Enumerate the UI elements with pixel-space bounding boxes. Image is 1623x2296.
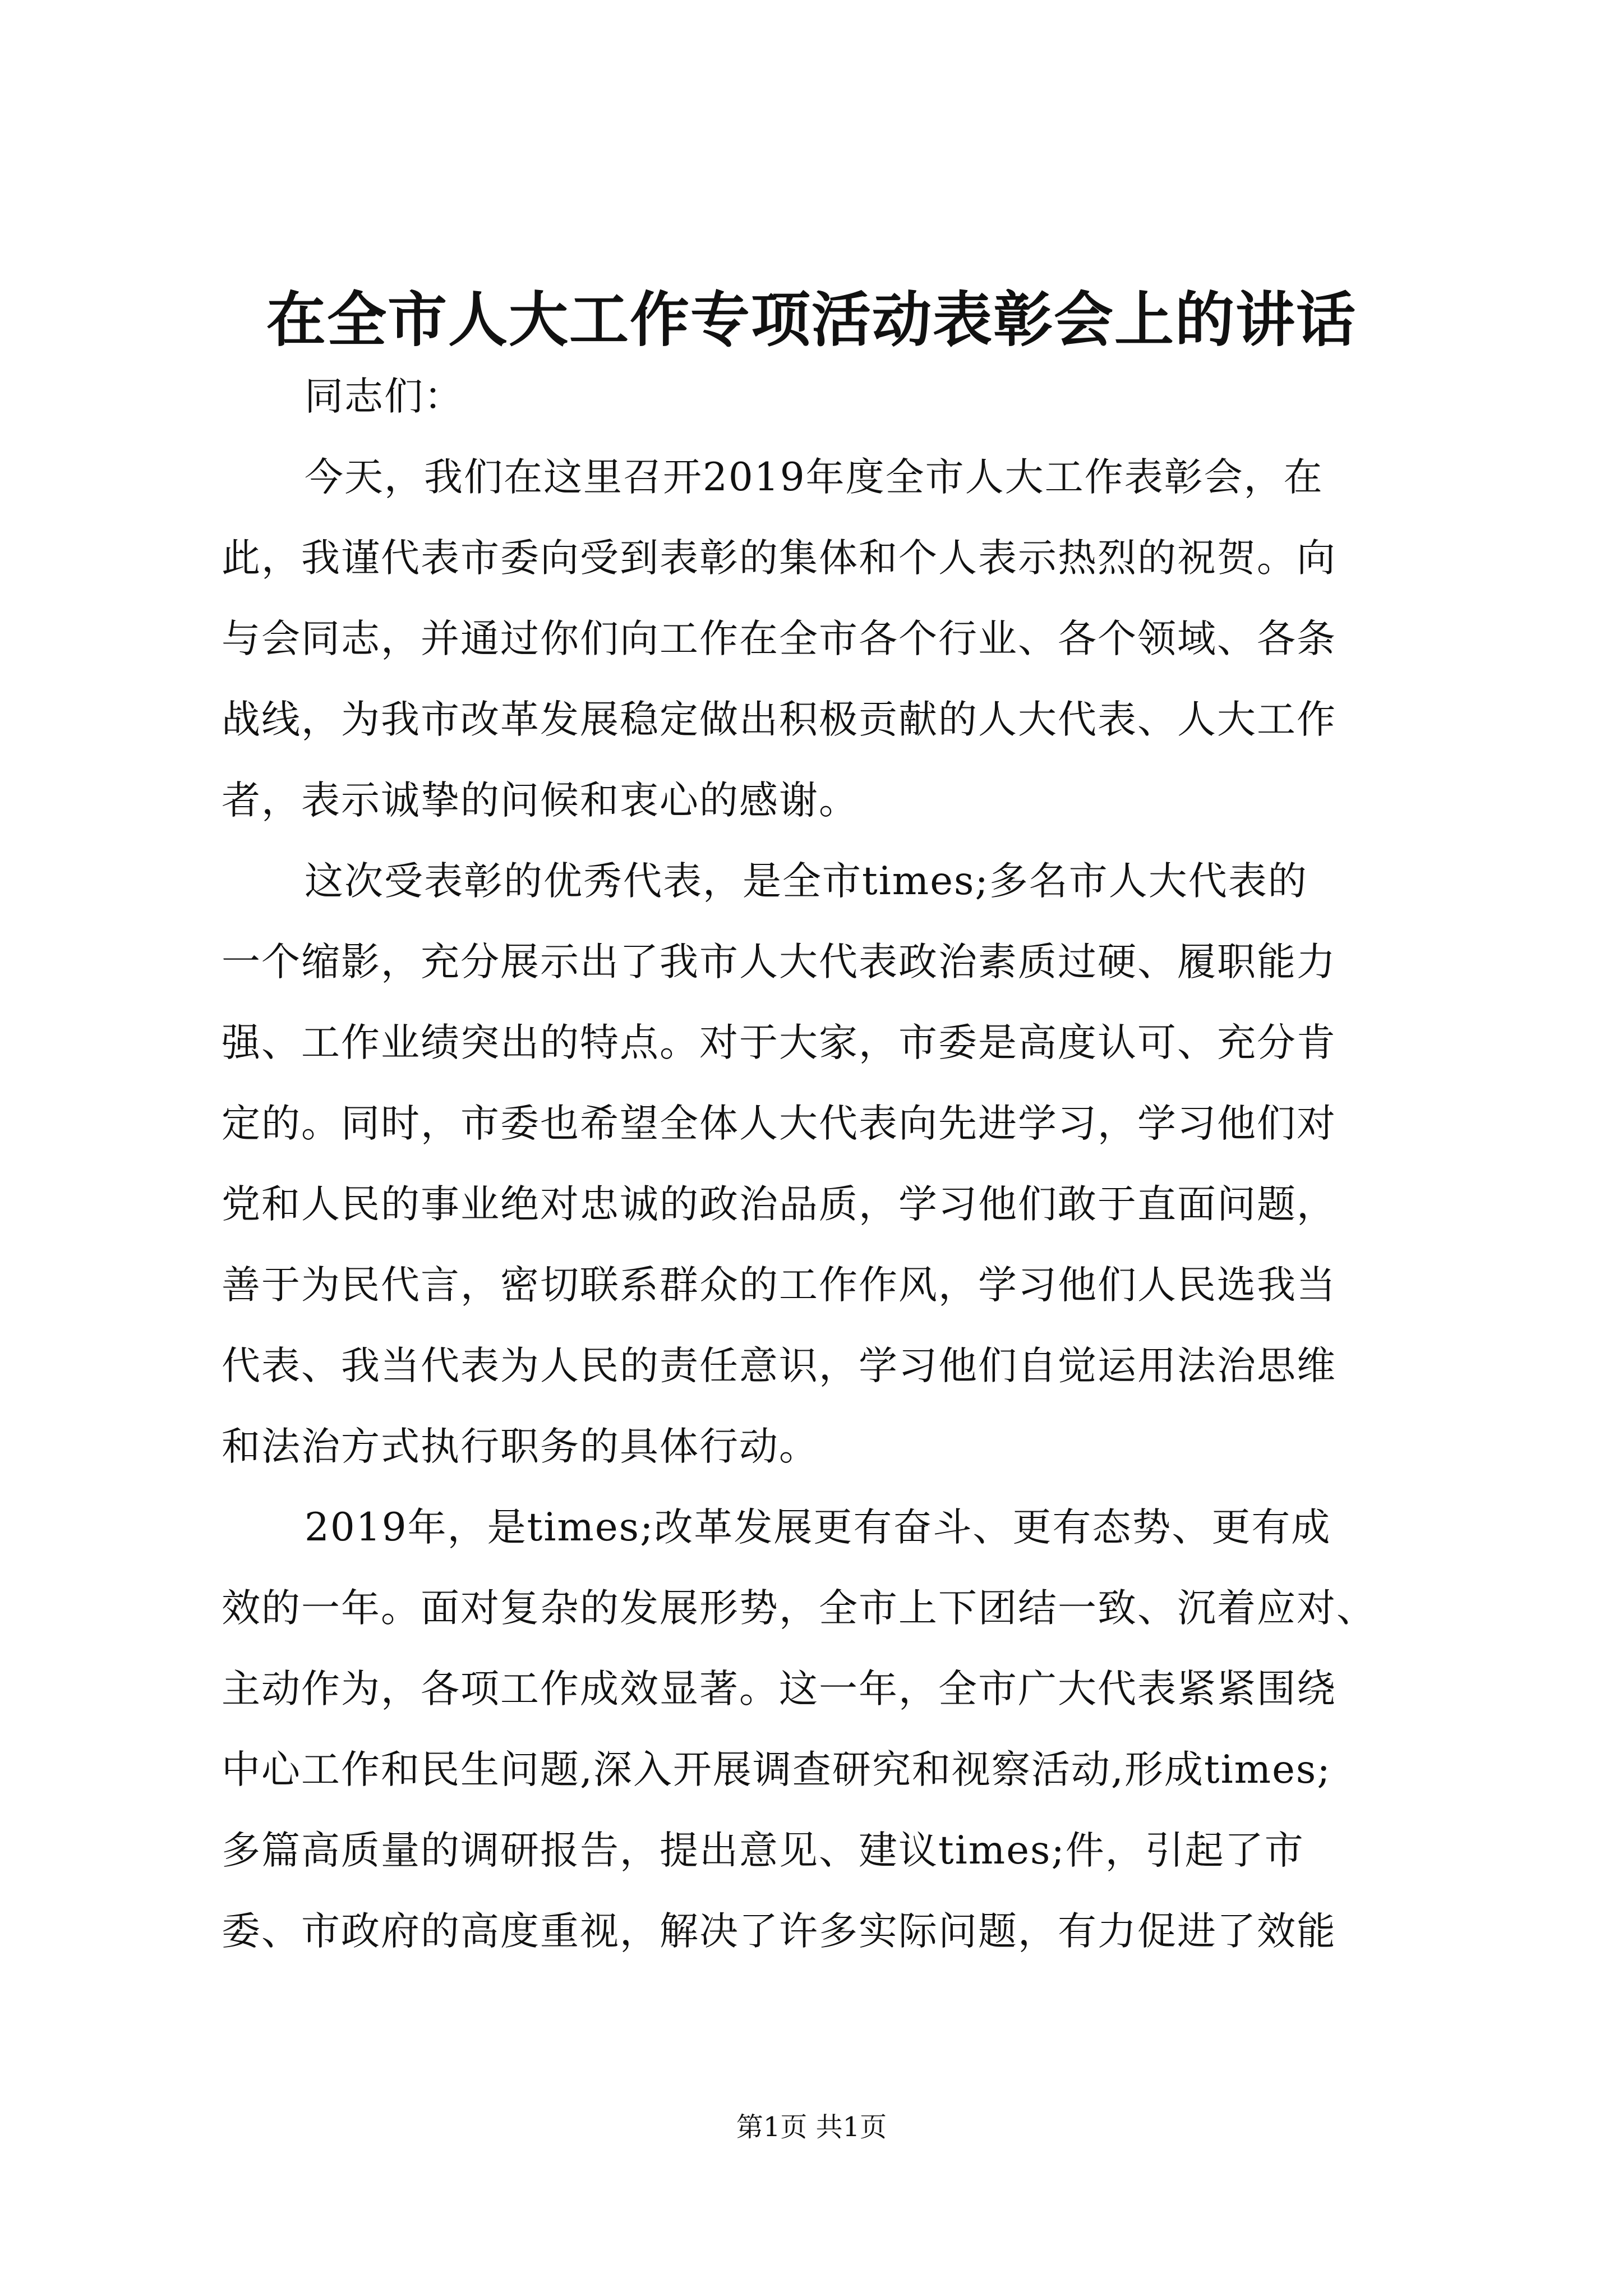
paragraph-3-line-5: 多篇高质量的调研报告，提出意见、建议times;件，引起了市 <box>222 1828 1304 1873</box>
paragraph-1-line-2: 此，我谨代表市委向受到表彰的集体和个人表示热烈的祝贺。向 <box>222 536 1336 581</box>
paragraph-2-line-8: 和法治方式执行职务的具体行动。 <box>222 1424 819 1469</box>
paragraph-2-line-3: 强、工作业绩突出的特点。对于大家，市委是高度认可、充分肯 <box>222 1020 1336 1065</box>
paragraph-1-line-3: 与会同志，并通过你们向工作在全市各个行业、各个领域、各条 <box>222 616 1336 661</box>
paragraph-2-line-4: 定的。同时，市委也希望全体人大代表向先进学习，学习他们对 <box>222 1101 1336 1146</box>
paragraph-3-line-2: 效的一年。面对复杂的发展形势，全市上下团结一致、沉着应对、 <box>222 1586 1376 1631</box>
document-body <box>222 356 1422 1972</box>
paragraph-2-line-5: 党和人民的事业绝对忠诚的政治品质，学习他们敢于直面问题， <box>222 1182 1336 1227</box>
document-title: 在全市人大工作专项活动表彰会上的讲话 <box>266 284 1357 355</box>
paragraph-2-line-6: 善于为民代言，密切联系群众的工作作风，学习他们人民选我当 <box>222 1263 1336 1308</box>
salutation-line: 同志们： <box>305 374 464 419</box>
paragraph-1-line-4: 战线，为我市改革发展稳定做出积极贡献的人大代表、人大工作 <box>222 697 1336 742</box>
paragraph-2-line-2: 一个缩影，充分展示出了我市人大代表政治素质过硬、履职能力 <box>222 940 1336 984</box>
paragraph-2-line-1: 这次受表彰的优秀代表，是全市times;多名市人大代表的 <box>305 859 1308 904</box>
page-number-footer: 第1页 共1页 <box>736 2111 887 2143</box>
paragraph-3-line-1: 2019年，是times;改革发展更有奋斗、更有态势、更有成 <box>305 1505 1331 1550</box>
paragraph-3-line-3: 主动作为，各项工作成效显著。这一年，全市广大代表紧紧围绕 <box>222 1667 1336 1711</box>
paragraph-3-line-6: 委、市政府的高度重视，解决了许多实际问题，有力促进了效能 <box>222 1909 1336 1954</box>
paragraph-1-line-5: 者，表示诚挚的问候和衷心的感谢。 <box>222 778 859 823</box>
paragraph-1-line-1: 今天，我们在这里召开2019年度全市人大工作表彰会，在 <box>305 455 1324 500</box>
paragraph-2-line-7: 代表、我当代表为人民的责任意识，学习他们自觉运用法治思维 <box>222 1343 1336 1388</box>
paragraph-3-line-4: 中心工作和民生问题,深入开展调查研究和视察活动,形成times; <box>222 1747 1331 1792</box>
